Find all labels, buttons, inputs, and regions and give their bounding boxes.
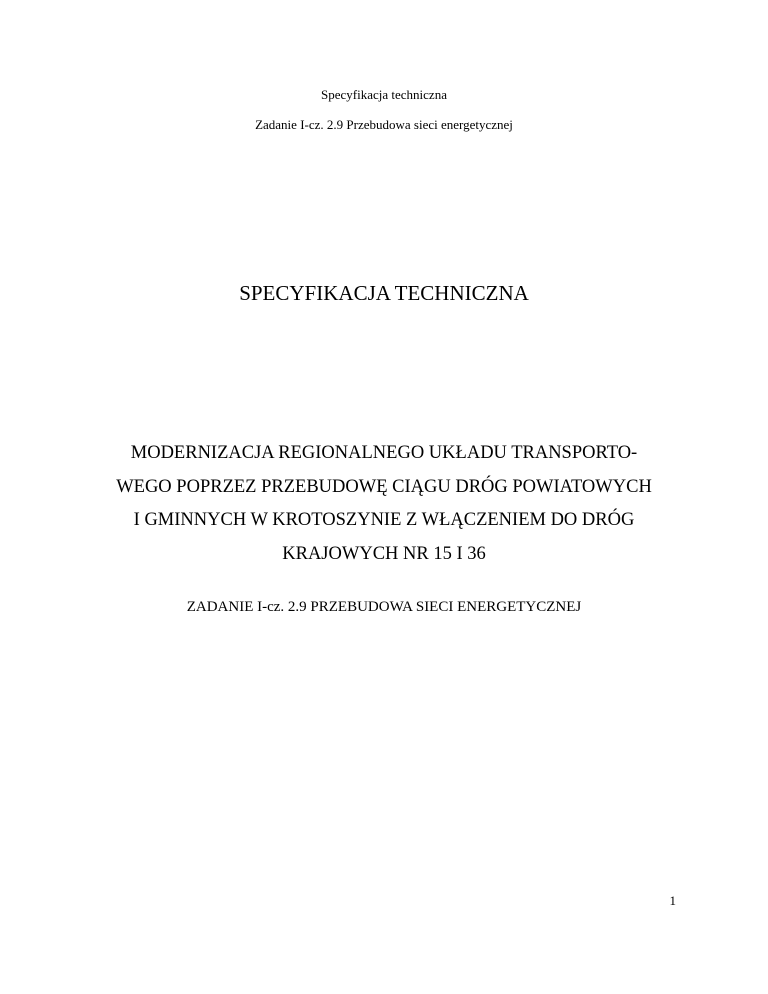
project-title-line: KRAJOWYCH NR 15 I 36 xyxy=(282,543,486,564)
header-task-name: Zadanie I-cz. 2.9 Przebudowa sieci energetycznej xyxy=(255,117,513,132)
project-title-line: MODERNIZACJA REGIONALNEGO UKŁADU TRANSPORTO- xyxy=(130,443,638,463)
page-number: 1 xyxy=(669,893,676,908)
project-title-line: WEGO POPRZEZ PRZEBUDOWĘ CIĄGU DRÓG POWIATOWYCH xyxy=(116,476,652,497)
task-subtitle: ZADANIE I-cz. 2.9 PRZEBUDOWA SIECI ENERGETYCZNEJ xyxy=(186,599,582,615)
project-title xyxy=(0,437,768,571)
header-document-type: Specyfikacja techniczna xyxy=(321,87,447,102)
main-title: SPECYFIKACJA TECHNICZNA xyxy=(239,281,529,305)
project-title-line: I GMINNYCH W KROTOSZYNIE Z WŁĄCZENIEM DO DRÓG xyxy=(133,510,635,530)
